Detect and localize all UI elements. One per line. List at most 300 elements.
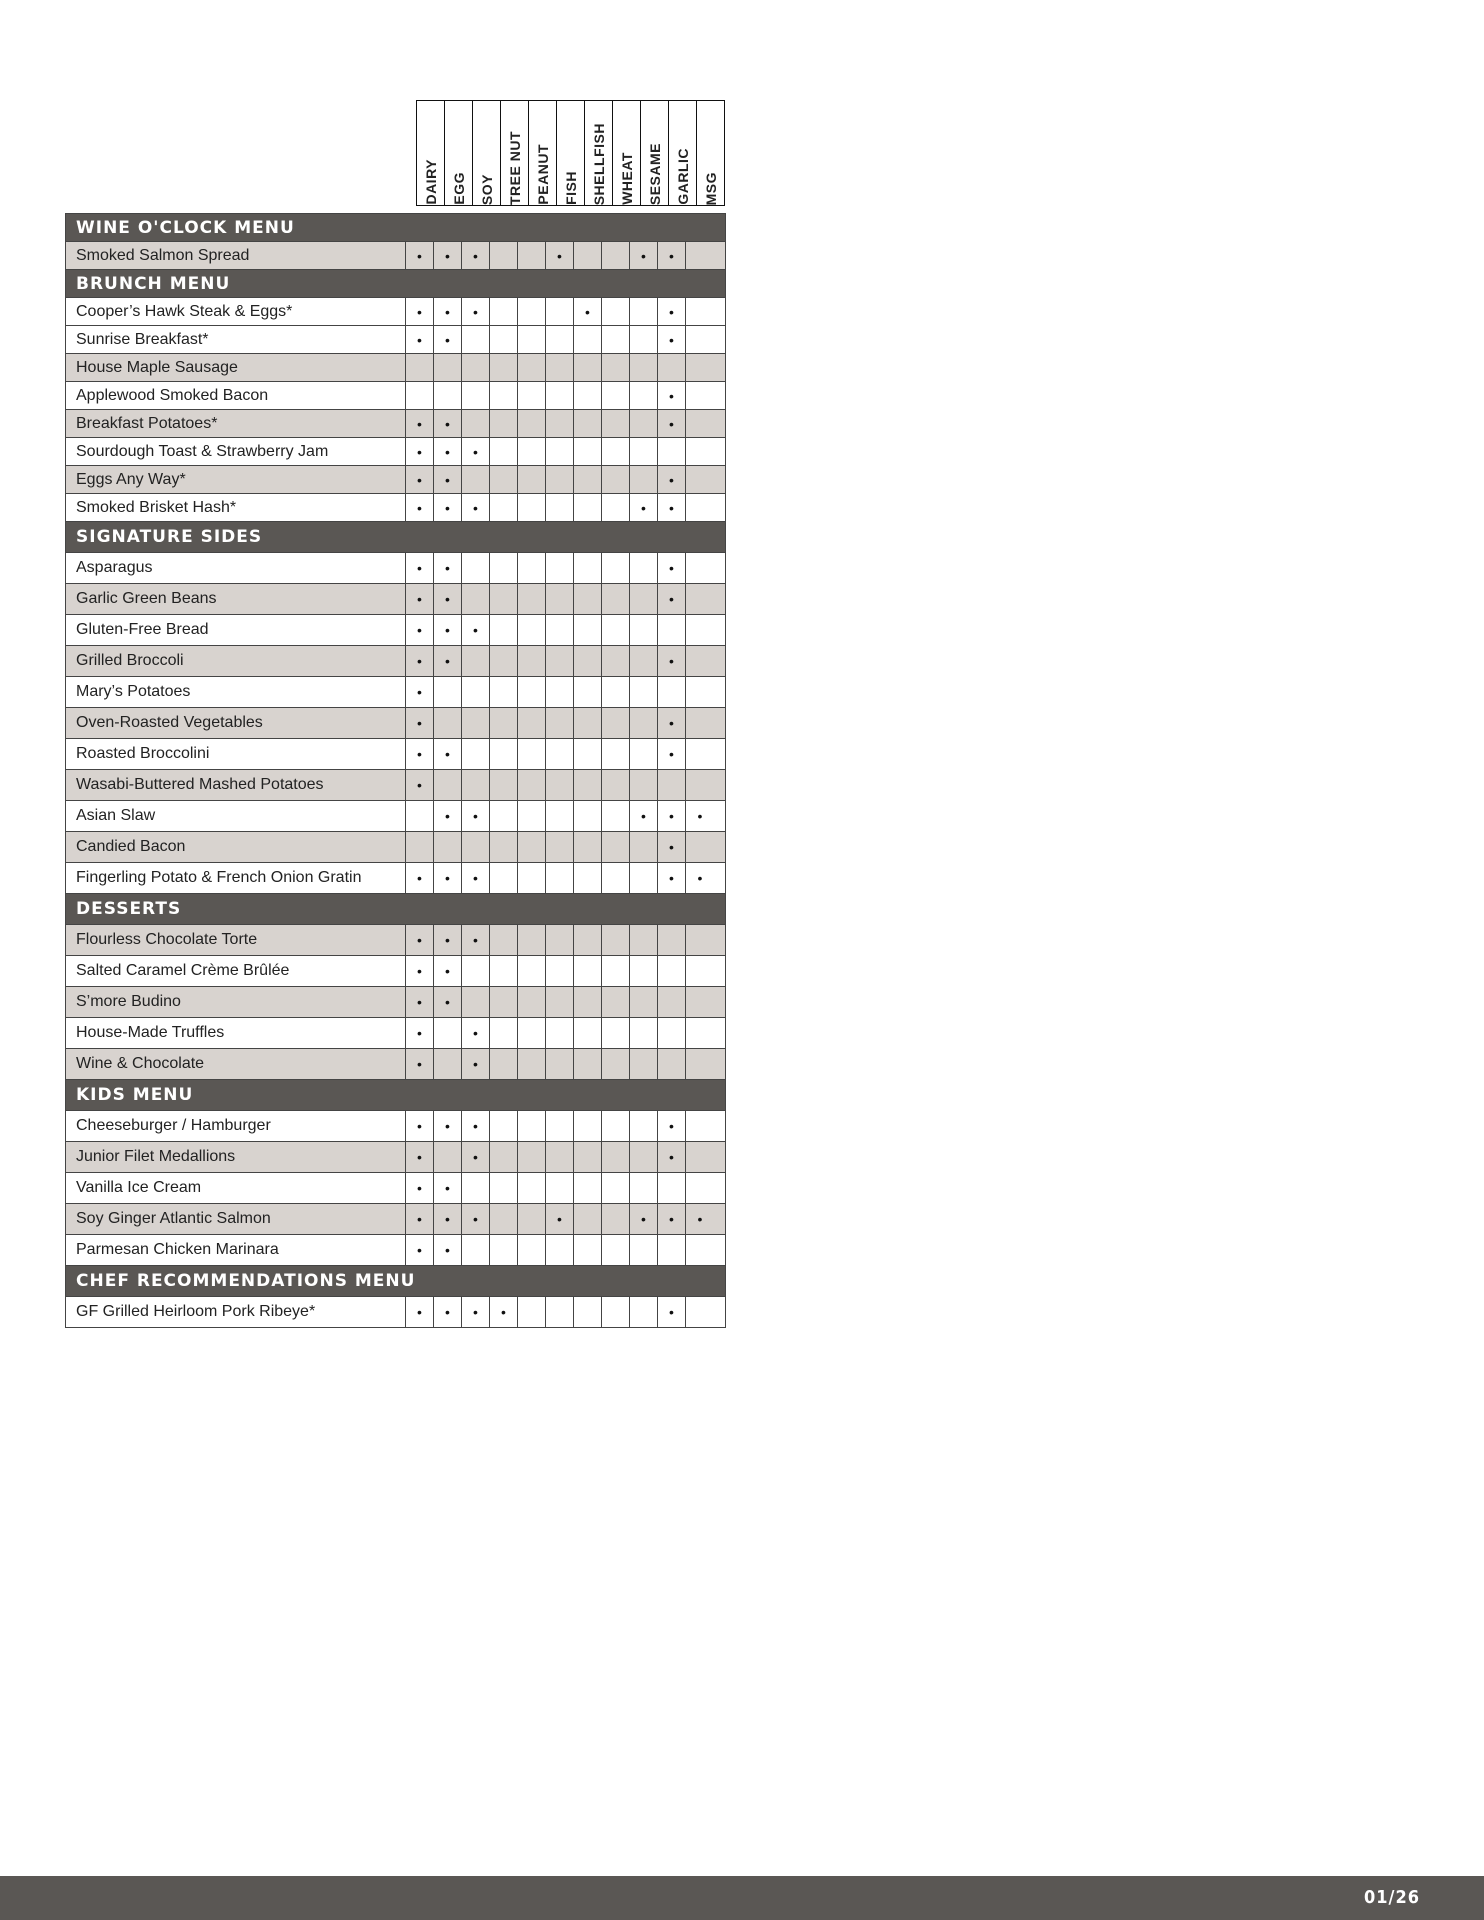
allergen-cell: • [658,739,686,769]
allergen-cell: • [434,956,462,986]
allergen-cell [686,382,714,409]
allergen-cell [518,1235,546,1265]
allergen-cell [686,1018,714,1048]
allergen-cell [686,677,714,707]
dish-name: Roasted Broccolini [66,739,406,769]
allergen-cell [602,708,630,738]
allergen-cell: • [434,410,462,437]
allergen-cell [574,1142,602,1172]
allergen-cell [518,298,546,325]
allergen-cell [630,1111,658,1141]
allergen-cell: • [630,242,658,269]
allergen-cell: • [406,1173,434,1203]
allergen-cell [546,708,574,738]
allergen-cell: • [434,326,462,353]
allergen-cell [602,832,630,862]
allergen-cell [546,1142,574,1172]
allergen-cell [546,770,574,800]
allergen-cell: • [658,466,686,493]
allergen-cell [518,739,546,769]
allergen-cell [602,615,630,645]
allergen-cell [518,832,546,862]
allergen-cell [602,925,630,955]
table-row [66,1110,725,1141]
allergen-cell [658,1173,686,1203]
allergen-cell: • [658,1204,686,1234]
allergen-cell [602,242,630,269]
allergen-cell [630,326,658,353]
allergen-cell [490,863,518,893]
allergen-cell [574,956,602,986]
allergen-cell [462,466,490,493]
dish-name: Salted Caramel Crème Brûlée [66,956,406,986]
allergen-cell [574,553,602,583]
section-title: KIDS MENU [66,1079,725,1110]
allergen-cell [462,382,490,409]
table-row [66,465,725,493]
allergen-cell: • [658,494,686,521]
allergen-cell [630,1173,658,1203]
section-title: BRUNCH MENU [66,269,725,297]
column-header-label: DAIRY [422,159,439,205]
allergen-cell [574,801,602,831]
allergen-cell [546,553,574,583]
allergen-cell [602,1049,630,1079]
allergen-cell: • [406,584,434,614]
dish-name: Grilled Broccoli [66,646,406,676]
allergen-cell: • [462,242,490,269]
allergen-cell: • [658,410,686,437]
allergen-cell [630,466,658,493]
allergen-cell: • [434,739,462,769]
allergen-cell [574,1018,602,1048]
allergen-cell [462,354,490,381]
allergen-cell: • [434,1111,462,1141]
allergen-cell [518,1142,546,1172]
column-header [696,100,725,206]
allergen-cell [686,1235,714,1265]
allergen-cell [686,1142,714,1172]
allergen-cell [574,354,602,381]
allergen-cell [518,1049,546,1079]
allergen-cell: • [658,1142,686,1172]
column-header [584,100,612,206]
table-row [66,353,725,381]
allergen-cell [630,925,658,955]
allergen-cell [490,326,518,353]
allergen-cell [490,466,518,493]
table-row [66,583,725,614]
table-row [66,1141,725,1172]
dish-name: Sourdough Toast & Strawberry Jam [66,438,406,465]
allergen-cell [574,1235,602,1265]
allergen-cell [602,438,630,465]
allergen-cell [574,382,602,409]
allergen-cell [406,382,434,409]
dish-name: Candied Bacon [66,832,406,862]
allergen-cell [630,987,658,1017]
allergen-cell [518,708,546,738]
allergen-cell [630,615,658,645]
allergen-cell: • [658,646,686,676]
allergen-cell [658,956,686,986]
allergen-cell [686,956,714,986]
allergen-cell [518,987,546,1017]
allergen-cell: • [462,801,490,831]
allergen-cell [546,410,574,437]
allergen-cell [630,553,658,583]
allergen-cell [630,584,658,614]
allergen-cell [490,801,518,831]
column-header-label: FISH [562,171,579,205]
allergen-cell: • [490,1297,518,1327]
dish-name: Wine & Chocolate [66,1049,406,1079]
allergen-cell: • [434,987,462,1017]
allergen-cell [686,615,714,645]
column-header [472,100,500,206]
allergen-cell [630,956,658,986]
allergen-cell: • [546,1204,574,1234]
allergen-cell [546,466,574,493]
allergen-cell [686,466,714,493]
allergen-cell [518,466,546,493]
column-header [668,100,696,206]
allergen-cell: • [406,494,434,521]
allergen-cell [462,326,490,353]
allergen-cell [462,832,490,862]
allergen-cell [546,863,574,893]
dish-name: Junior Filet Medallions [66,1142,406,1172]
allergen-cell: • [462,863,490,893]
allergen-cell: • [406,326,434,353]
allergen-cell: • [406,1142,434,1172]
allergen-cell [518,801,546,831]
allergen-cell [658,677,686,707]
allergen-cell [546,354,574,381]
table-row [66,1296,725,1327]
column-header-label: TREE NUT [506,131,523,205]
allergen-cell [658,615,686,645]
dish-name: Flourless Chocolate Torte [66,925,406,955]
allergen-cell [602,494,630,521]
allergen-cell: • [406,739,434,769]
table-row [66,409,725,437]
allergen-cell [490,242,518,269]
dish-name: Garlic Green Beans [66,584,406,614]
allergen-cell [462,1235,490,1265]
allergen-cell [434,708,462,738]
allergen-cell: • [658,382,686,409]
allergen-cell [406,354,434,381]
allergen-cell [434,382,462,409]
table-row [66,493,725,521]
allergen-cell: • [697,1211,703,1227]
column-header [556,100,584,206]
allergen-cell [490,382,518,409]
section-title: CHEF RECOMMENDATIONS MENU [66,1265,725,1296]
allergen-cell [602,1297,630,1327]
dish-name: Asparagus [66,553,406,583]
allergen-cell [462,584,490,614]
table-row [66,1203,725,1234]
allergen-cell: • [462,1297,490,1327]
allergen-cell [574,466,602,493]
allergen-cell [434,1018,462,1048]
allergen-cell [686,1111,714,1141]
allergen-cell: • [406,242,434,269]
allergen-cell [518,584,546,614]
allergen-cell [518,553,546,583]
allergen-cell [546,382,574,409]
table-row [66,707,725,738]
allergen-cell: • [658,242,686,269]
allergen-cell [434,1049,462,1079]
allergen-cell: • [658,1111,686,1141]
allergen-cell [490,956,518,986]
table-row [66,986,725,1017]
allergen-cell [462,770,490,800]
column-header-label: SESAME [646,142,663,205]
allergen-cell [546,298,574,325]
dish-name: Gluten-Free Bread [66,615,406,645]
allergen-cell [686,739,714,769]
allergen-cell: • [462,1018,490,1048]
allergen-cell [546,987,574,1017]
allergen-cell [630,1049,658,1079]
allergen-cell [574,1173,602,1203]
allergen-cell: • [406,1235,434,1265]
allergen-cell: • [406,1204,434,1234]
allergen-cell [630,382,658,409]
allergen-cell [630,438,658,465]
allergen-cell [602,1235,630,1265]
dish-name: House Maple Sausage [66,354,406,381]
allergen-cell [574,438,602,465]
allergen-cell [602,1142,630,1172]
allergen-cell: • [462,615,490,645]
allergen-cell: • [406,298,434,325]
table-row [66,1048,725,1079]
dish-name: Vanilla Ice Cream [66,1173,406,1203]
dish-name: S’more Budino [66,987,406,1017]
allergen-cell: • [406,770,434,800]
allergen-cell [546,1173,574,1203]
allergen-cell: • [434,438,462,465]
allergen-cell [462,553,490,583]
dish-name: Breakfast Potatoes* [66,410,406,437]
allergen-cell: • [658,863,686,893]
allergen-cell: • [434,863,462,893]
allergen-cell [574,863,602,893]
allergen-table [65,213,726,1328]
table-row [66,1017,725,1048]
allergen-cell [434,354,462,381]
allergen-cell: • [406,1049,434,1079]
allergen-cell: • [658,832,686,862]
dish-name: Fingerling Potato & French Onion Gratin [66,863,406,893]
allergen-cell: • [406,677,434,707]
allergen-cell [546,646,574,676]
allergen-cell [518,1173,546,1203]
dish-name: Smoked Brisket Hash* [66,494,406,521]
allergen-cell [490,1235,518,1265]
allergen-cell: • [630,1204,658,1234]
allergen-cell: • [406,553,434,583]
allergen-cell [546,1111,574,1141]
allergen-cell [490,708,518,738]
dish-name: Cooper’s Hawk Steak & Eggs* [66,298,406,325]
allergen-cell [518,1111,546,1141]
column-header [444,100,472,206]
allergen-cell [574,410,602,437]
allergen-cell [518,770,546,800]
allergen-cell [630,863,658,893]
table-row [66,955,725,986]
column-header-label: PEANUT [534,144,551,205]
section-title: SIGNATURE SIDES [66,521,725,552]
dish-name: Sunrise Breakfast* [66,326,406,353]
allergen-cell [462,708,490,738]
allergen-cell [658,354,686,381]
dish-name: Soy Ginger Atlantic Salmon [66,1204,406,1234]
allergen-cell [686,494,714,521]
allergen-cell [630,354,658,381]
allergen-cell [602,410,630,437]
allergen-cell [574,615,602,645]
allergen-cell [630,1235,658,1265]
allergen-cell [462,987,490,1017]
allergen-cell [630,410,658,437]
allergen-cell [658,770,686,800]
table-row [66,437,725,465]
allergen-cell [686,354,714,381]
allergen-cell [518,646,546,676]
allergen-cell: • [406,410,434,437]
allergen-cell [490,770,518,800]
allergen-cell: • [462,1049,490,1079]
allergen-cell [686,770,714,800]
allergen-cell [490,298,518,325]
allergen-cell [490,987,518,1017]
allergen-cell [518,677,546,707]
allergen-cell: • [630,801,658,831]
allergen-cell [490,494,518,521]
allergen-cell [574,987,602,1017]
column-header [612,100,640,206]
footer-bar [0,1876,1484,1920]
table-row [66,676,725,707]
allergen-cell: • [434,553,462,583]
allergen-cell [546,739,574,769]
table-row [66,614,725,645]
allergen-cell: • [434,242,462,269]
allergen-cell [630,1018,658,1048]
allergen-cell: • [406,615,434,645]
allergen-cell: • [658,708,686,738]
allergen-cell: • [434,1235,462,1265]
allergen-cell [602,739,630,769]
page-number: 01/26 [1364,1887,1420,1908]
allergen-cell [686,326,714,353]
dish-name: Mary’s Potatoes [66,677,406,707]
allergen-cell: • [406,646,434,676]
allergen-cell: • [697,808,703,824]
allergen-cell [518,1297,546,1327]
allergen-cell [574,708,602,738]
table-row [66,241,725,269]
table-row [66,738,725,769]
dish-name: House-Made Truffles [66,1018,406,1048]
allergen-cell [490,584,518,614]
allergen-cell: • [434,1173,462,1203]
section-title: WINE O'CLOCK MENU [66,213,725,241]
allergen-cell: • [434,1297,462,1327]
allergen-cell [686,708,714,738]
allergen-cell [546,925,574,955]
allergen-cell [546,584,574,614]
table-row [66,769,725,800]
allergen-cell [490,1018,518,1048]
section-title: DESSERTS [66,893,725,924]
dish-name: Oven-Roasted Vegetables [66,708,406,738]
allergen-cell [574,832,602,862]
allergen-cell [546,1297,574,1327]
allergen-cell [546,677,574,707]
allergen-cell [602,1204,630,1234]
allergen-cell [658,1235,686,1265]
allergen-cell [518,494,546,521]
allergen-cell [518,438,546,465]
dish-name: Parmesan Chicken Marinara [66,1235,406,1265]
allergen-cell [602,466,630,493]
allergen-cell [490,1111,518,1141]
allergen-cell [602,770,630,800]
allergen-cell: • [462,494,490,521]
allergen-cell [686,553,714,583]
table-row [66,862,725,893]
allergen-cell [490,646,518,676]
allergen-cell [658,438,686,465]
allergen-cell [630,646,658,676]
dish-name: Applewood Smoked Bacon [66,382,406,409]
allergen-cell [686,925,714,955]
allergen-cell: • [434,925,462,955]
allergen-cell [490,553,518,583]
allergen-cell [602,956,630,986]
allergen-cell [602,584,630,614]
dish-name: GF Grilled Heirloom Pork Ribeye* [66,1297,406,1327]
allergen-cell [602,677,630,707]
allergen-cell [630,739,658,769]
allergen-cell [574,770,602,800]
allergen-cell [490,832,518,862]
allergen-cell [574,739,602,769]
table-row [66,325,725,353]
allergen-cell [630,832,658,862]
allergen-cell [686,1173,714,1203]
allergen-cell: • [406,1018,434,1048]
allergen-cell [630,298,658,325]
allergen-cell: • [406,708,434,738]
allergen-cell [546,494,574,521]
allergen-cell [490,1142,518,1172]
table-row [66,924,725,955]
allergen-cell [602,553,630,583]
column-header [528,100,556,206]
allergen-cell: • [462,1204,490,1234]
allergen-cell [462,739,490,769]
allergen-cell: • [406,1297,434,1327]
